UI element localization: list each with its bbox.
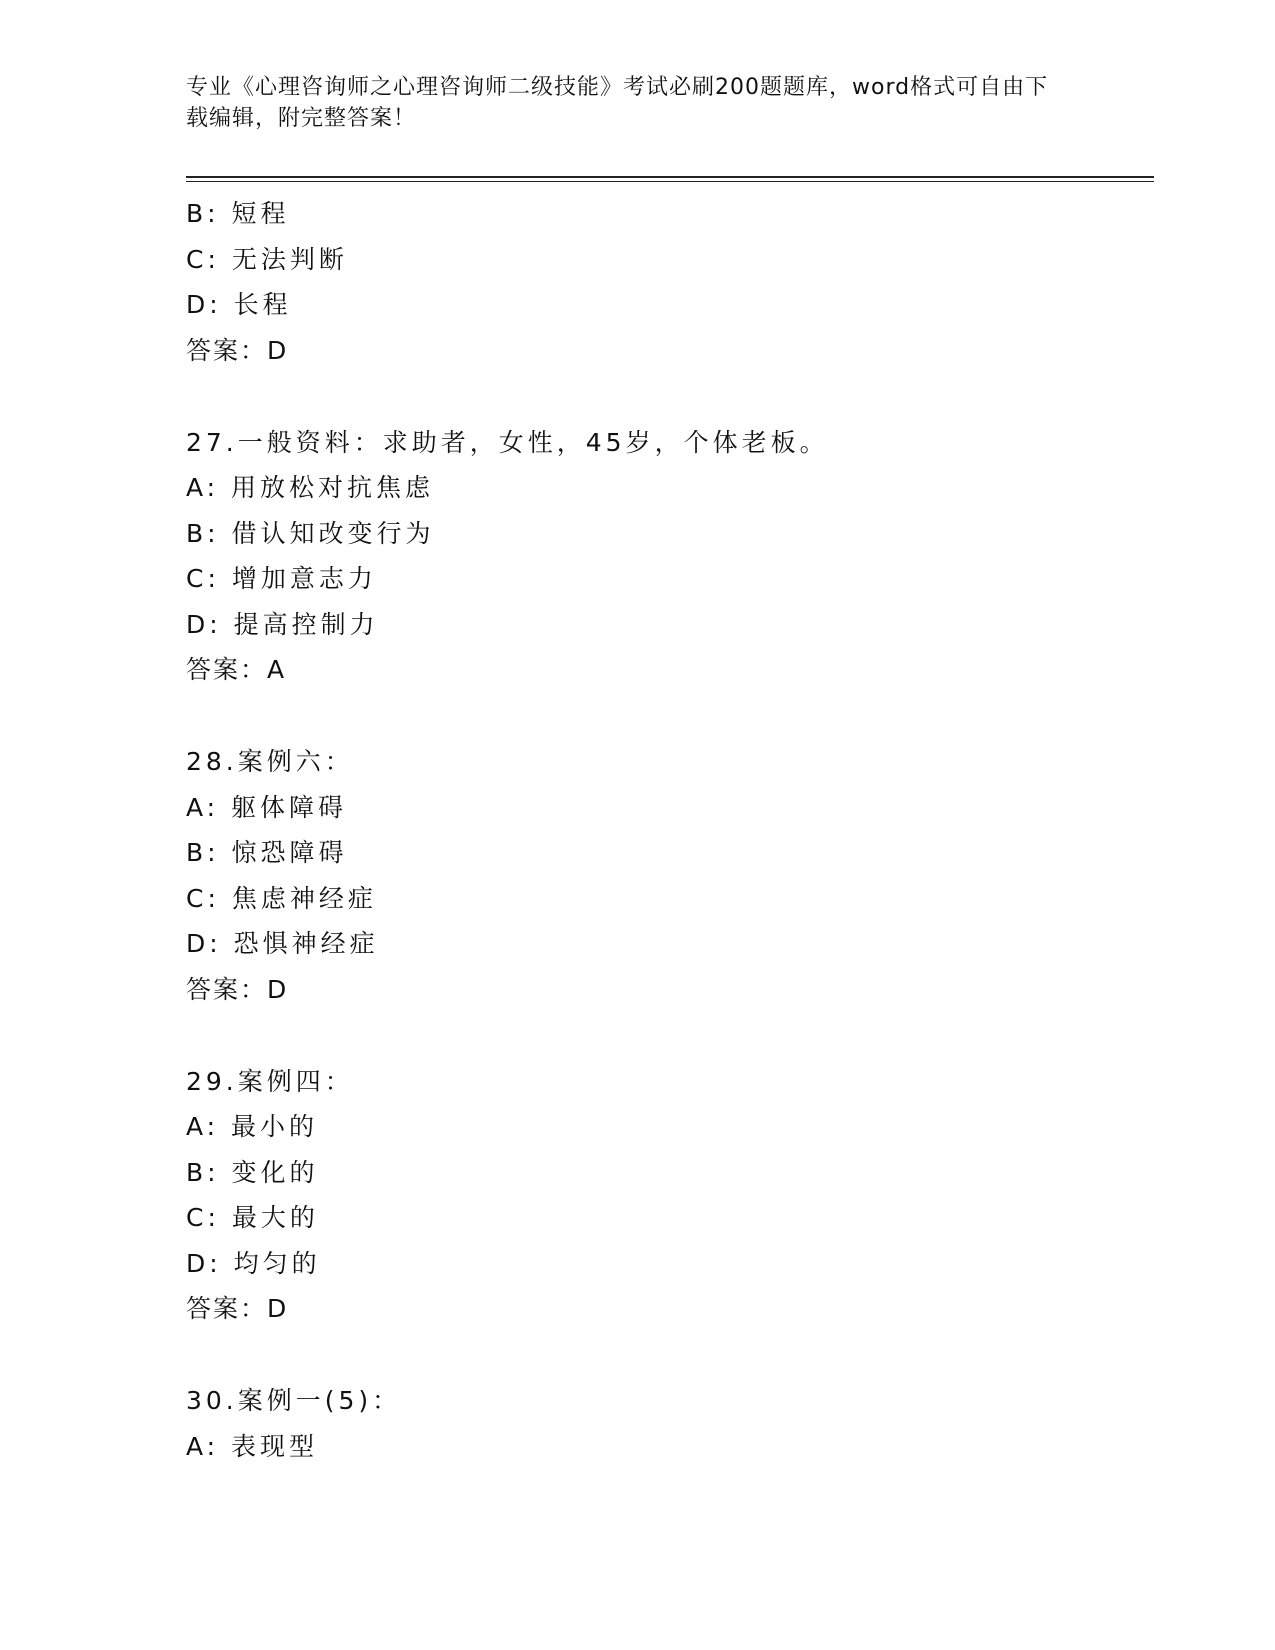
option-line: B: 借认知改变行为 bbox=[186, 518, 435, 548]
option-line: C: 无法判断 bbox=[186, 244, 348, 274]
option-line: C: 最大的 bbox=[186, 1203, 319, 1232]
answer-line: 答案：D bbox=[186, 335, 289, 365]
option-line: D: 恐惧神经症 bbox=[186, 929, 379, 958]
option-line: A: 表现型 bbox=[186, 1431, 319, 1461]
option-line: D: 均匀的 bbox=[186, 1248, 321, 1278]
option-line: B: 短程 bbox=[186, 199, 290, 228]
answer-line: 答案：D bbox=[186, 974, 289, 1004]
question-list bbox=[186, 191, 1146, 1469]
option-line: B: 变化的 bbox=[186, 1157, 319, 1187]
option-line: A: 用放松对抗焦虑 bbox=[186, 473, 435, 502]
option-line: D: 长程 bbox=[186, 290, 292, 319]
question-stem: 28.案例六： bbox=[186, 747, 354, 776]
option-line: C: 增加意志力 bbox=[186, 564, 377, 593]
option-line: A: 躯体障碍 bbox=[186, 792, 348, 822]
question-stem: 29.案例四： bbox=[186, 1066, 354, 1096]
header-divider-thin bbox=[186, 181, 1154, 182]
question-stem: 30.案例一(5)： bbox=[186, 1386, 402, 1415]
header-divider-thick bbox=[186, 176, 1154, 178]
header-text: 专业《心理咨询师之心理咨询师二级技能》考试必刷200题题库，word格式可自由下载编辑，附完整答案！ bbox=[186, 75, 1049, 131]
option-line: A: 最小的 bbox=[186, 1112, 319, 1141]
option-line: C: 焦虑神经症 bbox=[186, 883, 377, 913]
option-line: D: 提高控制力 bbox=[186, 609, 379, 639]
document-header bbox=[186, 72, 1066, 134]
option-line: B: 惊恐障碍 bbox=[186, 838, 348, 867]
question-stem: 27.一般资料：求助者，女性，45岁，个体老板。 bbox=[186, 427, 829, 457]
answer-line: 答案：A bbox=[186, 655, 287, 684]
answer-line: 答案：D bbox=[186, 1294, 289, 1323]
